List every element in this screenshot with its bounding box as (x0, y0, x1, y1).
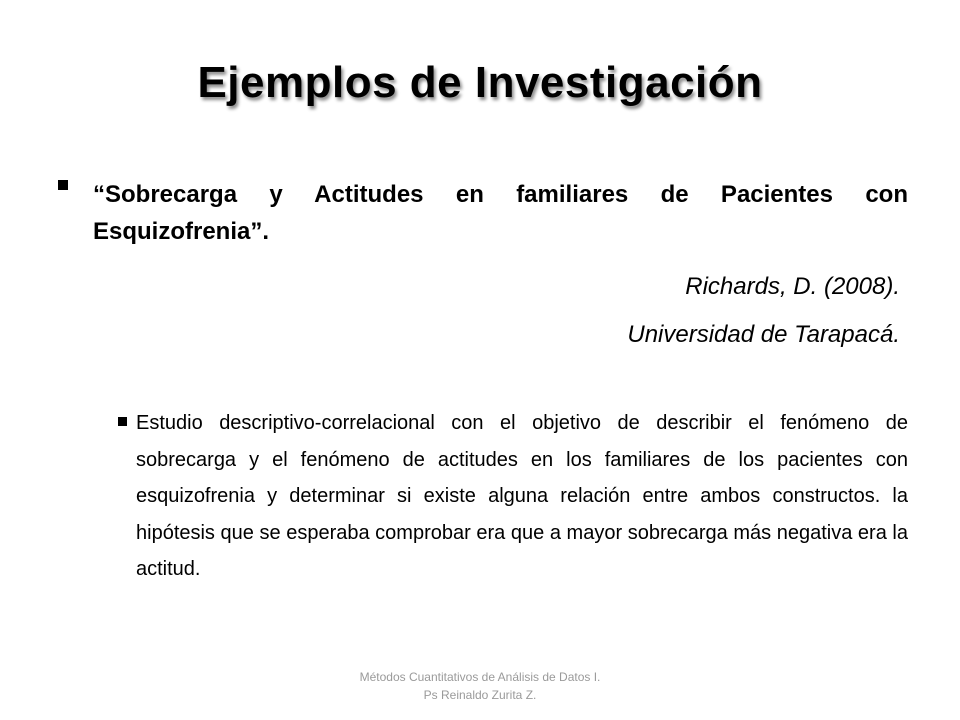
square-bullet-icon (118, 417, 127, 426)
reference-author: Richards, D. (2008). (685, 273, 900, 300)
main-bullet-item (58, 176, 908, 250)
footer-course: Métodos Cuantitativos de Análisis de Datos I. (359, 670, 601, 684)
square-bullet-icon (58, 180, 68, 190)
sub-bullet-item (118, 405, 908, 588)
slide-title: Ejemplos de Investigación (197, 58, 763, 107)
footer-author: Ps Reinaldo Zurita Z. (423, 688, 537, 702)
sub-bullet-text: Estudio descriptivo-correlacional con el objetivo de describir el fenómeno de sobrecarga y el fenómeno de actitudes en los familiares de los pacientes con esquizofrenia y determinar si existe alguna relación entre ambos constructos. la hipótesis que se esperaba comprobar era que a mayor sobrecarga más negativa era la actitud. (136, 412, 908, 580)
main-bullet-text: “Sobrecarga y Actitudes en familiares de Pacientes con Esquizofrenia”. (93, 181, 908, 245)
slide-footer (0, 668, 960, 704)
reference-institution: Universidad de Tarapacá. (627, 321, 900, 348)
